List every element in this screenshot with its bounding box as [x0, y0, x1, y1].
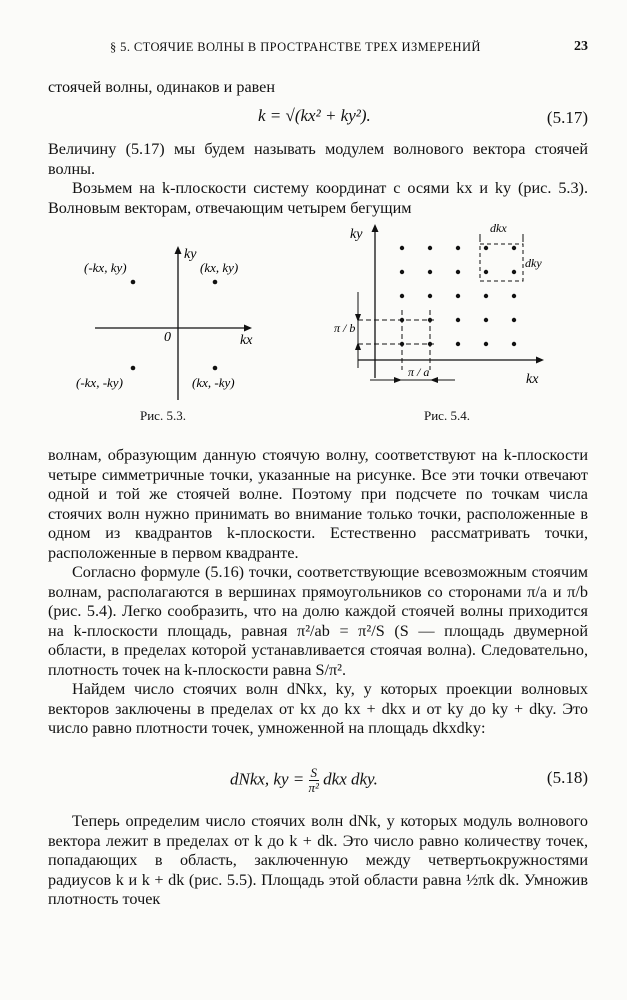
paragraph-4-6 [48, 446, 588, 739]
fig54-pib-arrow-up [355, 314, 361, 322]
fig54-point [428, 342, 432, 346]
fig54-point [484, 246, 488, 250]
fig54-x-arrow [536, 357, 544, 364]
fig54-point [400, 342, 404, 346]
paragraph-6: Найдем число стоячих волн dNkx, ky, у которых проекции волновых векторов заключены в пределах от kx до kx + dkx и от ky до ky + dky. Это число равно плотности точек, умноженной на площадь dkxdky: [48, 680, 588, 737]
equation-5-18 [48, 766, 588, 794]
fig54-point [400, 246, 404, 250]
running-header [40, 40, 588, 58]
fig54-point [456, 270, 460, 274]
fig54-point [484, 270, 488, 274]
fig54-point [428, 246, 432, 250]
equation-5-18-body [230, 766, 378, 795]
equation-5-18-lhs: dNkx, ky = [230, 769, 305, 789]
fig54-point [456, 246, 460, 250]
fig53-x-arrow [244, 325, 252, 332]
paragraph-2-3 [48, 140, 588, 218]
equation-5-17 [48, 106, 588, 134]
fig54-point [456, 318, 460, 322]
figure-5-3 [70, 240, 270, 410]
fig54-point [484, 294, 488, 298]
paragraph-1: стоячей волны, одинаков и равен [48, 78, 276, 96]
fig54-point [456, 342, 460, 346]
paragraph-7-block [48, 812, 588, 910]
paragraph-2: Величину (5.17) мы будем называть модулем волнового вектора стоячей волны. [48, 140, 588, 178]
fig54-point [400, 318, 404, 322]
fig53-point-q4 [213, 366, 218, 371]
equation-5-18-frac-den: π² [308, 780, 319, 795]
paragraph-3: Возьмем на k-плоскости систему координат с осями kx и ky (рис. 5.3). Волновым векторам, отвечающим четырем бегущим [48, 179, 588, 217]
fig53-point-label-q2: (-kx, ky) [84, 260, 127, 275]
equation-5-18-frac-num: S [310, 765, 317, 780]
fig53-origin-label: 0 [164, 330, 171, 345]
fig53-point-q3 [131, 366, 136, 371]
equation-5-18-fraction [309, 766, 319, 795]
fig53-point-label-q1: (kx, ky) [200, 260, 239, 275]
fig54-y-label: ky [350, 227, 363, 242]
equation-5-18-rhs: dkx dky. [323, 769, 378, 789]
equation-5-17-number: (5.17) [546, 108, 588, 127]
fig53-point-label-q4: (kx, -ky) [192, 375, 235, 390]
fig53-x-label: kx [240, 333, 253, 348]
fig54-point [512, 270, 516, 274]
fig54-y-arrow [372, 224, 379, 232]
fig54-pia-arrow-right [394, 377, 402, 383]
fig54-point [428, 270, 432, 274]
equation-5-17-body: k = √(kx² + ky²). [258, 106, 371, 125]
fig54-point [512, 318, 516, 322]
fig54-point [428, 294, 432, 298]
fig54-dky-label: dky [525, 256, 542, 270]
figure-5-3-caption: Рис. 5.3. [140, 408, 186, 423]
paragraph-7: Теперь определим число стоячих волн dNk, у которых модуль волнового вектора лежит в пределах от k до k + dk. Это число равно количеству точек, попадающих в область, заключенную между четвертьокружностями радиусов k и k + dk (рис. 5.5). Площадь этой области равна ½πk dk. Умножив плотность точек [48, 812, 588, 908]
figure-5-4-caption: Рис. 5.4. [424, 408, 470, 423]
fig53-point-q2 [131, 280, 136, 285]
fig54-pib-label: π / b [334, 321, 356, 335]
equation-5-18-number: (5.18) [546, 768, 588, 787]
fig54-pia-label: π / a [408, 365, 430, 379]
paragraph-5: Согласно формуле (5.16) точки, соответствующие всевозможным стоячим волнам, располагаются в вершинах прямоугольников со сторонами π/a и π/b (рис. 5.4). Легко сообразить, что на долю каждой стоячей волны приходится на k-плоскости площадь, равная π²/ab = π²/S (S — площадь двумерной области, в пределах которой устанавливается стоячая волна). Следовательно, плотность точек на k-плоскости равна S/π². [48, 563, 588, 679]
fig54-point [512, 294, 516, 298]
fig54-lattice [400, 246, 516, 346]
fig54-point [484, 342, 488, 346]
fig54-x-label: kx [526, 372, 539, 387]
fig54-dkx-label: dkx [490, 221, 507, 235]
paragraph-4: волнам, образующим данную стоячую волну, соответствуют на k-плоскости четыре симметричные точки, указанные на рисунке. Все эти точки отвечают одной и той же стоячей волне. Поэтому при подсчете по точкам числа стоячих волн нужно принимать во внимание только точки, расположенные в одном из квадрантов k-плоскости. Естественно рассматривать точки, расположенные в первом квадранте. [48, 446, 588, 562]
fig53-y-arrow [175, 246, 182, 254]
fig53-point-label-q3: (-kx, -ky) [76, 375, 123, 390]
fig54-point [400, 294, 404, 298]
fig54-point [512, 342, 516, 346]
fig53-point-q1 [213, 280, 218, 285]
running-title: § 5. СТОЯЧИЕ ВОЛНЫ В ПРОСТРАНСТВЕ ТРЕХ ИЗМЕРЕНИЙ [110, 40, 481, 54]
fig54-pib-arrow-down [355, 342, 361, 350]
fig54-point [484, 318, 488, 322]
figure-5-4 [330, 220, 570, 410]
fig54-point [456, 294, 460, 298]
fig54-point [400, 270, 404, 274]
fig53-y-label: ky [184, 247, 197, 262]
fig54-pia-arrow-left [430, 377, 438, 383]
fig54-point [428, 318, 432, 322]
fig54-point [512, 246, 516, 250]
page-number: 23 [574, 39, 588, 54]
